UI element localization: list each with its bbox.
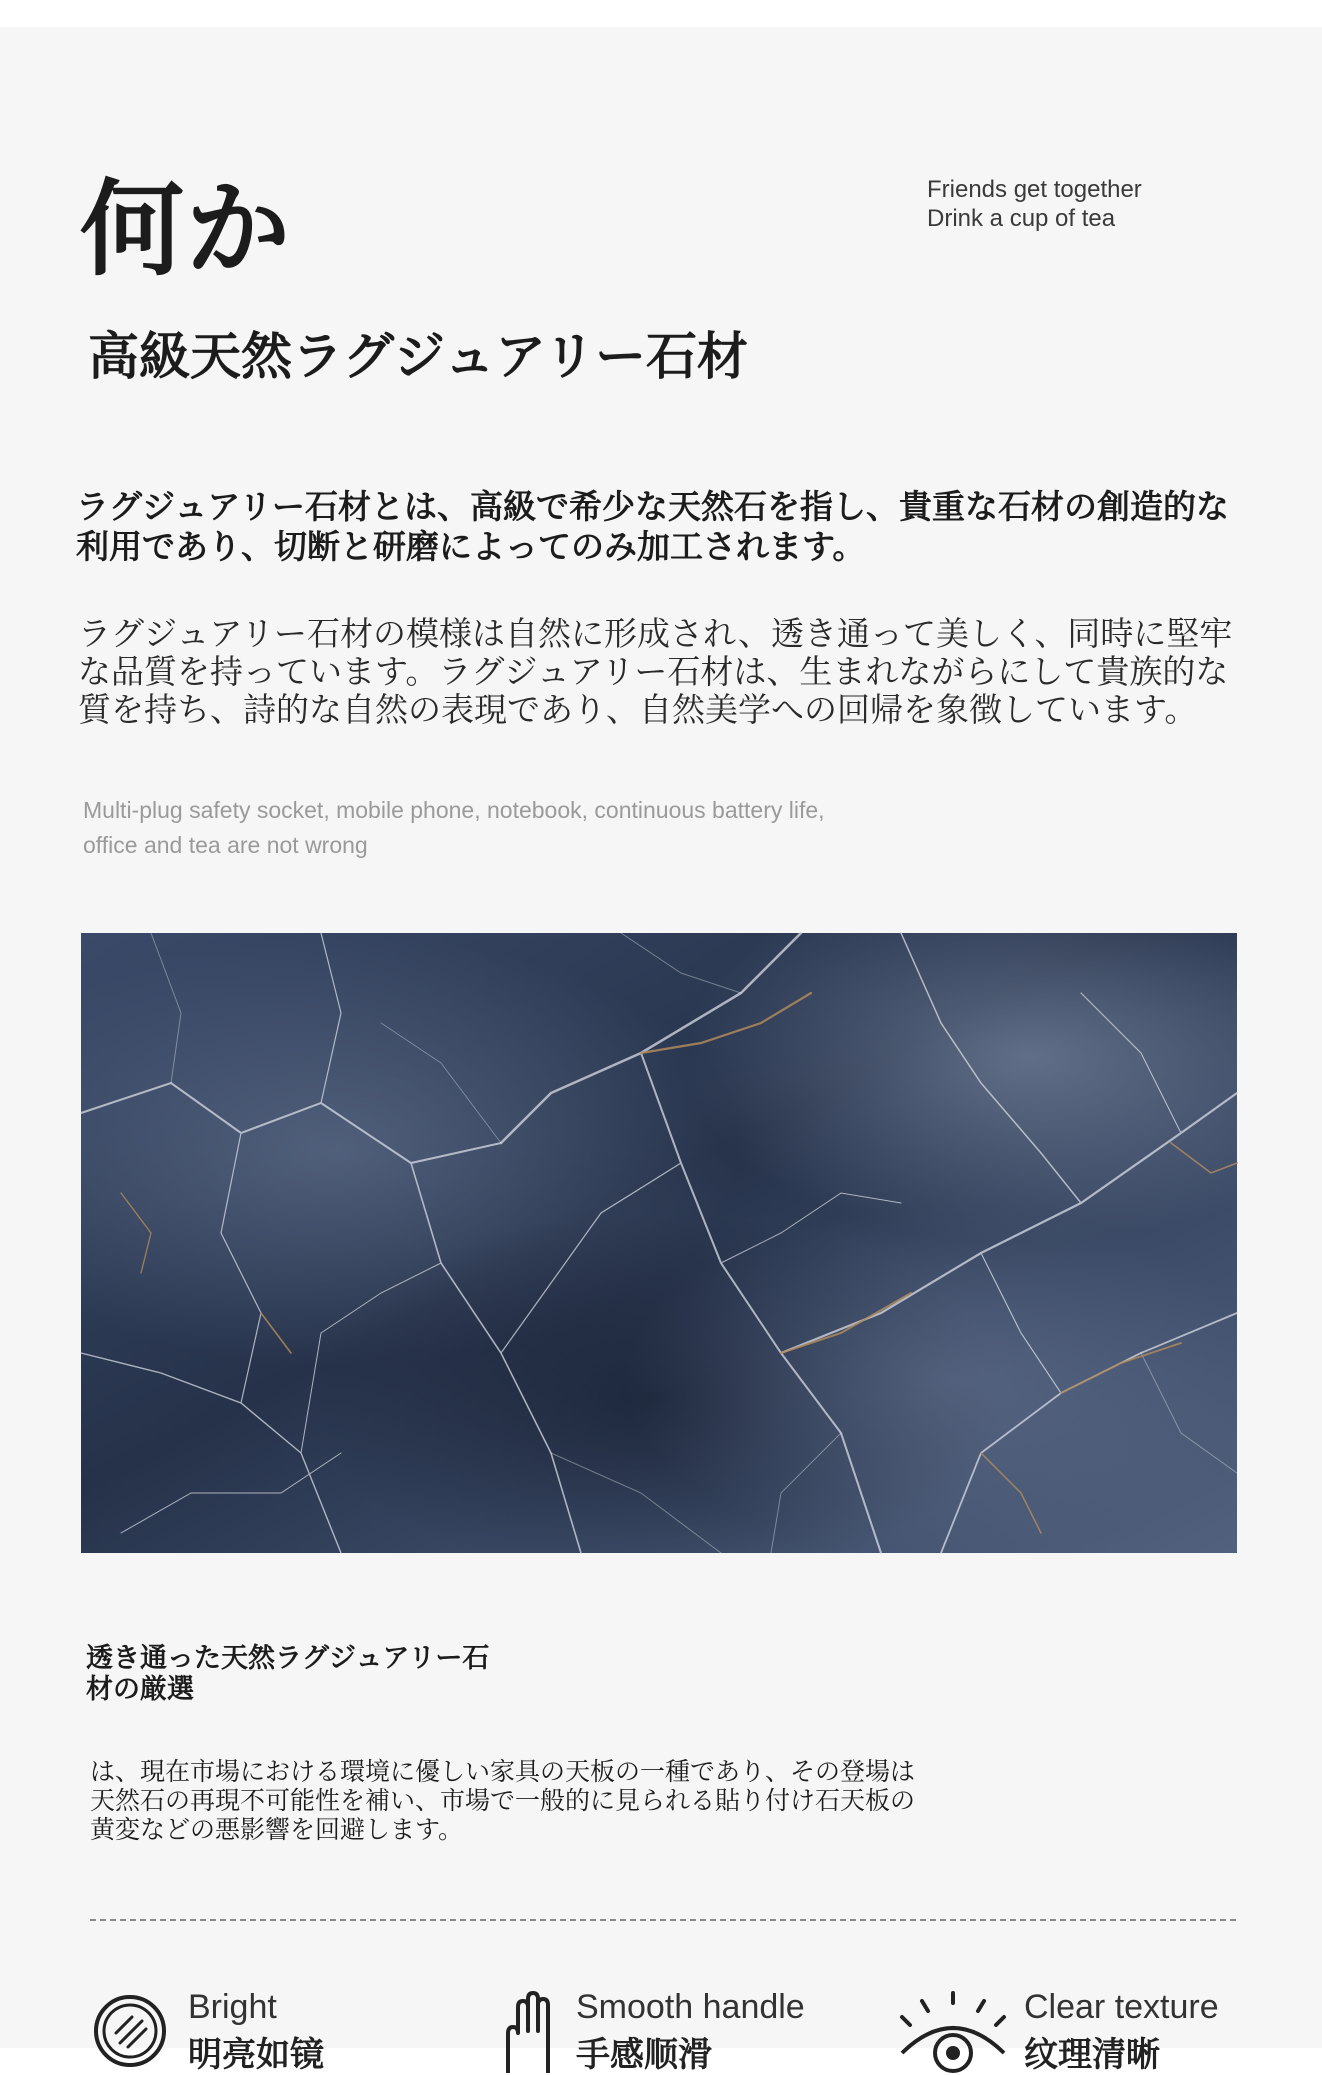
mirror-icon — [92, 1993, 172, 2073]
section-title: 透き通った天然ラグジュアリー石材の厳選 — [86, 1643, 490, 1705]
feature-smooth-handle-label: Smooth handle — [576, 1988, 805, 2026]
section-body-line-3: 黄変などの悪影響を回避します。 — [90, 1815, 464, 1844]
feature-clear-texture-label: Clear texture — [1024, 1988, 1219, 2026]
tagline-line-1: Friends get together — [927, 176, 1142, 203]
english-note-line-2: office and tea are not wrong — [83, 832, 368, 858]
english-note-line-1: Multi-plug safety socket, mobile phone, notebook, continuous battery life, — [83, 797, 825, 823]
feature-smooth-handle-sub: 手感顺滑 — [576, 2035, 712, 2075]
marble-image — [81, 933, 1237, 1553]
tagline — [927, 175, 1142, 233]
intro-body — [78, 615, 1322, 729]
tagline-line-2: Drink a cup of tea — [927, 205, 1116, 232]
section-body — [90, 1757, 990, 1844]
english-note — [83, 793, 825, 863]
feature-bright-label: Bright — [188, 1988, 277, 2026]
section-body-line-1: は、現在市場における環境に優しい家具の天板の一種であり、その登場は — [90, 1757, 916, 1786]
intro-body-line-2: な品質を持っています。ラグジュアリー石材は、生まれながらにして貴族的な — [78, 652, 1229, 691]
intro-body-line-1: ラグジュアリー石材の模様は自然に形成され、透き通って美しく、同時に堅牢 — [78, 614, 1233, 653]
marble-texture — [81, 933, 1237, 1553]
section-body-line-2: 天然石の再現不可能性を補い、市場で一般的に見られる貼り付け石天板の — [90, 1786, 916, 1815]
dashed-divider — [90, 1919, 1236, 1921]
feature-clear-texture-sub: 纹理清晰 — [1024, 2035, 1160, 2075]
page-subtitle: 高級天然ラグジュアリー石材 — [88, 328, 748, 387]
eye-icon — [898, 1993, 1008, 2073]
intro-body-line-3: 質を持ち、詩的な自然の表現であり、自然美学への回帰を象徴しています。 — [78, 690, 1198, 729]
feature-bright-sub: 明亮如镜 — [188, 2035, 324, 2075]
page-container — [0, 27, 1322, 2075]
hand-icon — [486, 1993, 566, 2073]
page-title: 何か — [80, 168, 293, 290]
intro-lead: ラグジュアリー石材とは、高級で希少な天然石を指し、貴重な石材の創造的な利用であり、切断と研磨によってのみ加工されます。 — [76, 487, 1230, 566]
